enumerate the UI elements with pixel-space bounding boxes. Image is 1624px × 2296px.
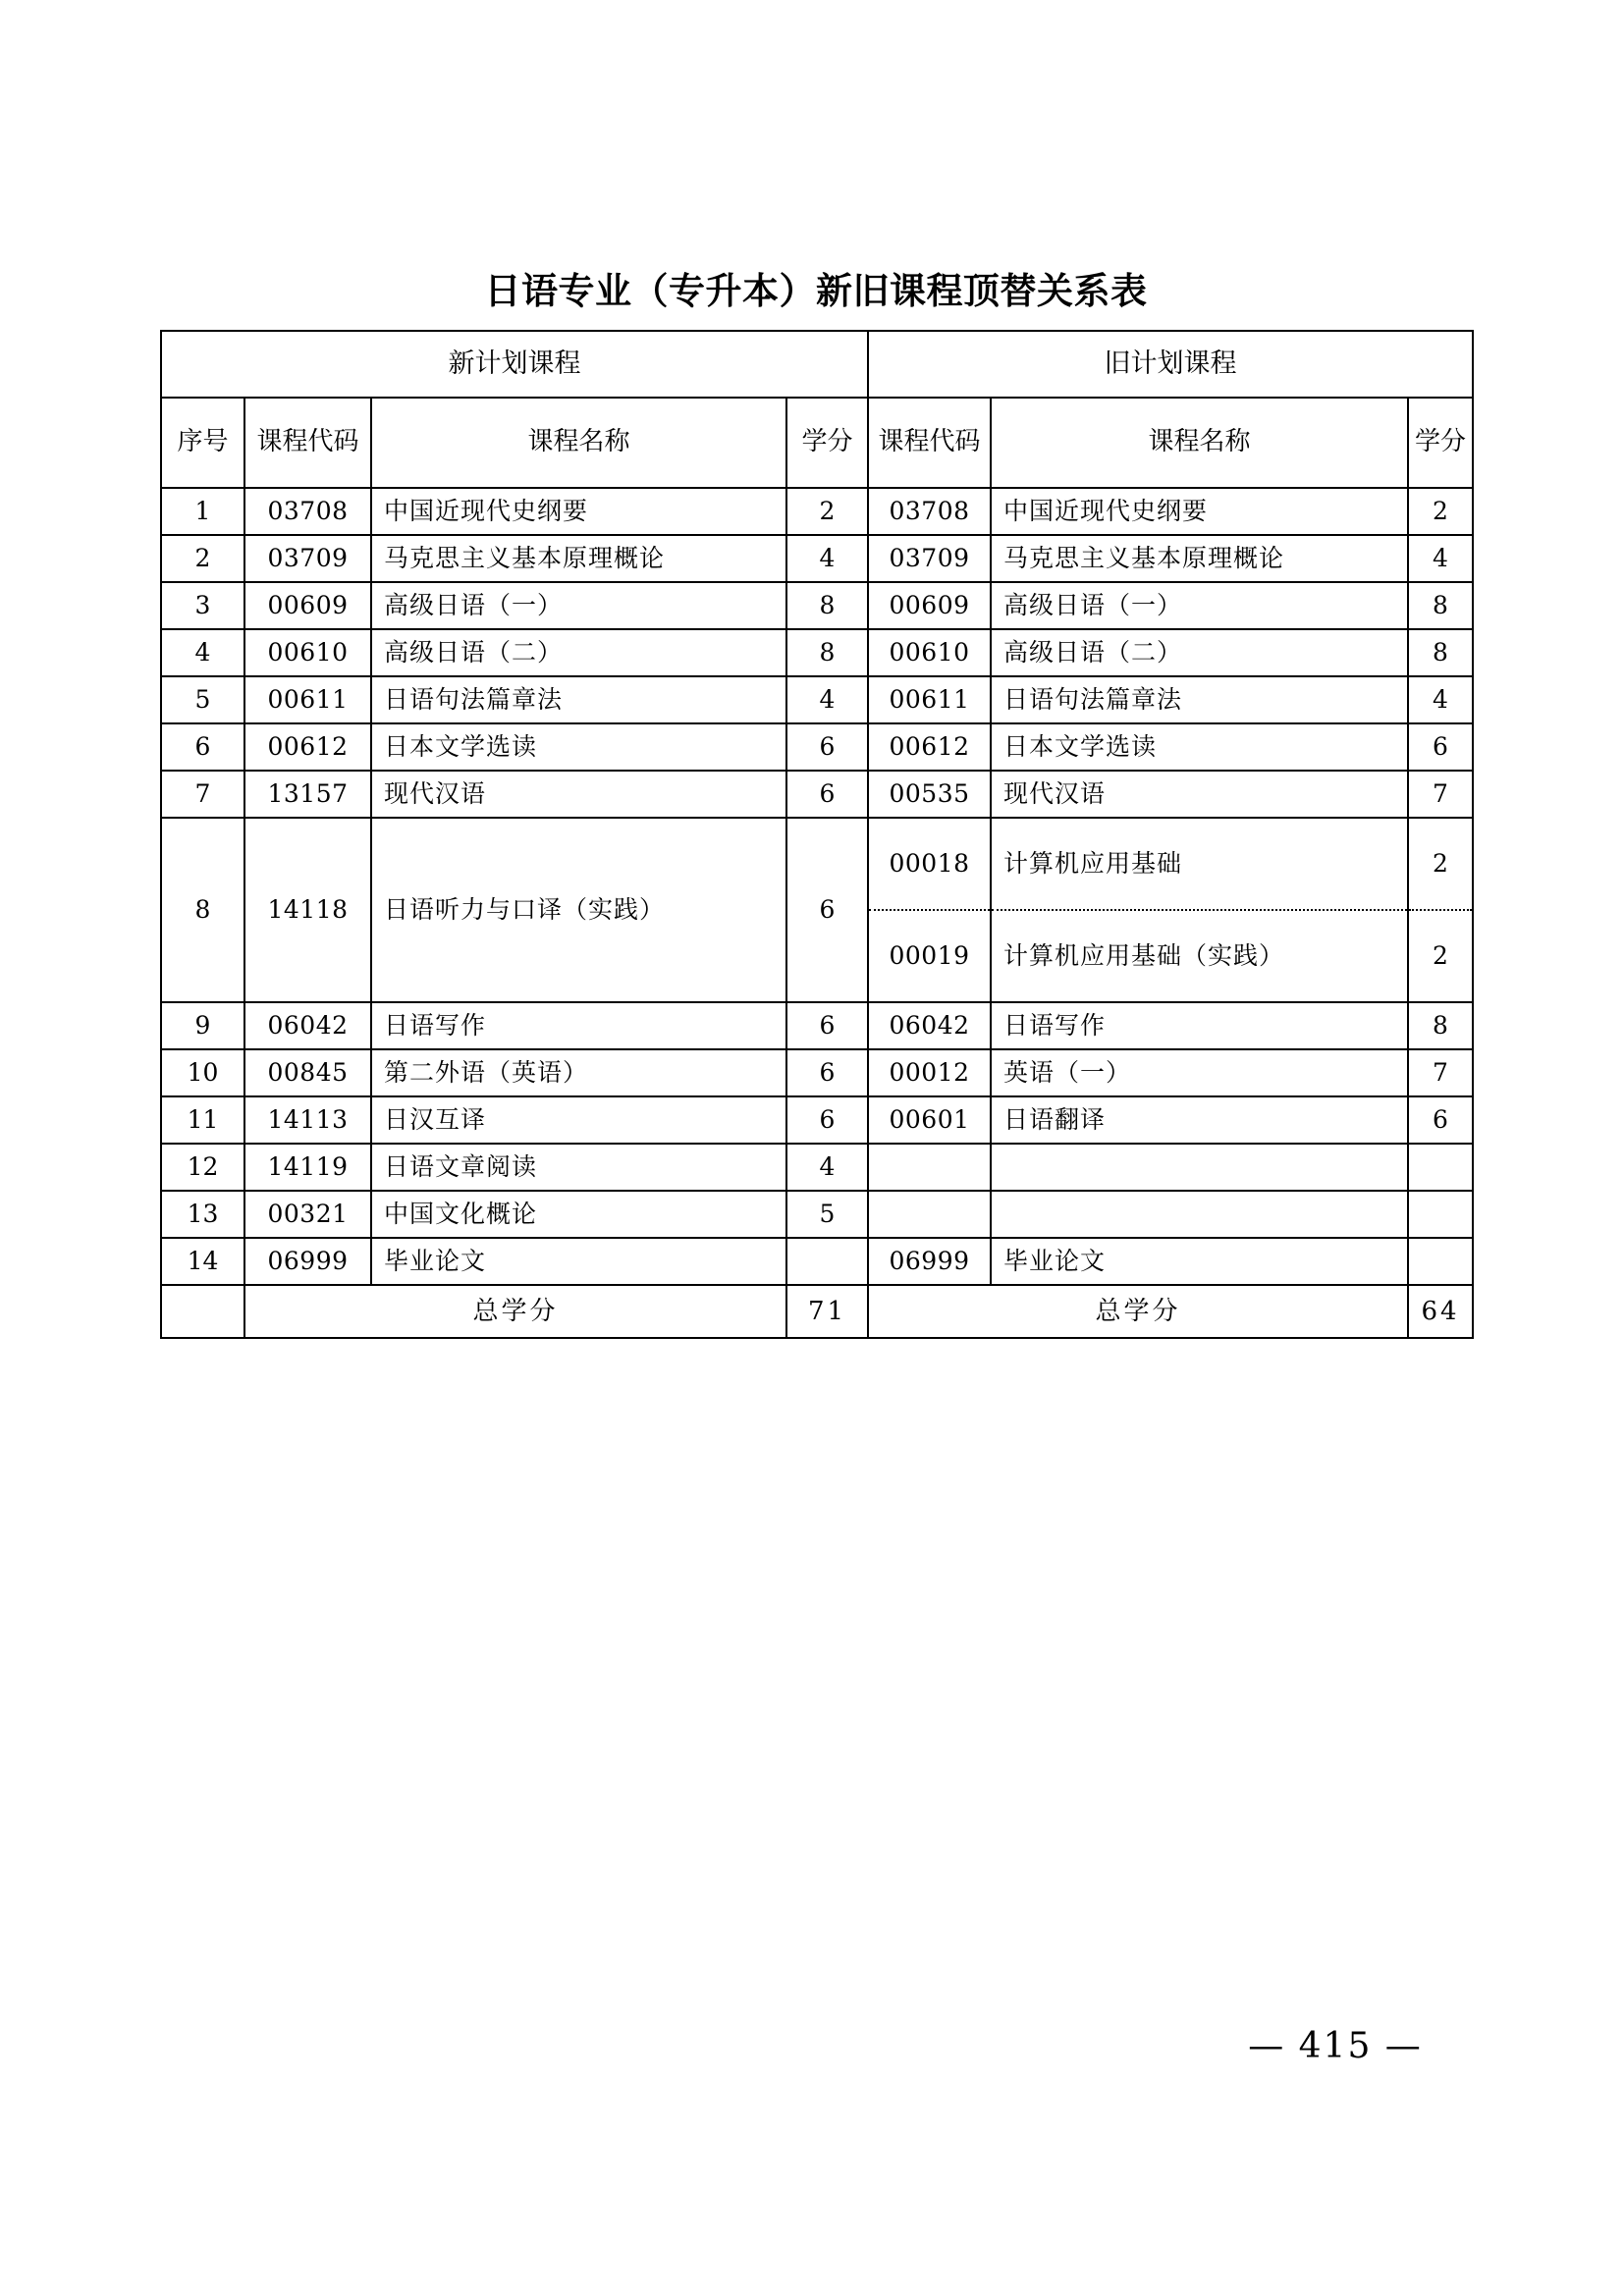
- cell-seq: 3: [161, 582, 244, 629]
- table-row: [161, 771, 1473, 818]
- cell-old-name: [991, 1191, 1408, 1238]
- cell-seq: 9: [161, 1002, 244, 1049]
- cell-new-credit: 6: [786, 1096, 868, 1144]
- column-header-row: [161, 398, 1473, 488]
- cell-old-code: [868, 1191, 991, 1238]
- column-header-new-name: 课程名称: [371, 398, 786, 488]
- table-row: [161, 1144, 1473, 1191]
- cell-new-credit: 2: [786, 488, 868, 535]
- cell-old-name: 毕业论文: [991, 1238, 1408, 1285]
- table-row: [161, 1096, 1473, 1144]
- cell-new-code: 00611: [244, 676, 371, 723]
- cell-old-code: 00612: [868, 723, 991, 771]
- cell-new-code: 14118: [244, 818, 371, 1002]
- cell-new-code: 00612: [244, 723, 371, 771]
- course-substitution-table: [160, 330, 1474, 1339]
- cell-new-name: 中国近现代史纲要: [371, 488, 786, 535]
- cell-new-credit: 4: [786, 1144, 868, 1191]
- cell-total-seq: [161, 1285, 244, 1338]
- cell-old-credit: 8: [1408, 582, 1473, 629]
- table-row: [161, 629, 1473, 676]
- cell-seq: 12: [161, 1144, 244, 1191]
- cell-new-credit: 4: [786, 676, 868, 723]
- cell-new-code: 03709: [244, 535, 371, 582]
- cell-old-credit: 6: [1408, 1096, 1473, 1144]
- cell-old-credit: 7: [1408, 771, 1473, 818]
- cell-old-credit: 8: [1408, 1002, 1473, 1049]
- table-row: [161, 582, 1473, 629]
- cell-old-name: 日本文学选读: [991, 723, 1408, 771]
- cell-old-code: 06999: [868, 1238, 991, 1285]
- cell-new-code: 14113: [244, 1096, 371, 1144]
- cell-new-code: 00610: [244, 629, 371, 676]
- column-header-old-credit: 学分: [1408, 398, 1473, 488]
- cell-new-name: 马克思主义基本原理概论: [371, 535, 786, 582]
- cell-seq: 11: [161, 1096, 244, 1144]
- cell-new-name: 日本文学选读: [371, 723, 786, 771]
- label-total-new: 总学分: [244, 1285, 786, 1338]
- cell-new-name: 日语听力与口译（实践）: [371, 818, 786, 1002]
- cell-seq: 14: [161, 1238, 244, 1285]
- cell-seq: 2: [161, 535, 244, 582]
- column-header-old-code: 课程代码: [868, 398, 991, 488]
- cell-old-name: 马克思主义基本原理概论: [991, 535, 1408, 582]
- cell-old-code: 00535: [868, 771, 991, 818]
- cell-new-name: 中国文化概论: [371, 1191, 786, 1238]
- cell-total-new-credits: 71: [786, 1285, 868, 1338]
- cell-old-credit: 2: [1408, 488, 1473, 535]
- cell-old-code: 06042: [868, 1002, 991, 1049]
- cell-seq: 7: [161, 771, 244, 818]
- cell-old-credit: 4: [1408, 535, 1473, 582]
- cell-new-name: 高级日语（二）: [371, 629, 786, 676]
- section-header-row: [161, 331, 1473, 398]
- table-row: [161, 488, 1473, 535]
- cell-new-name: 毕业论文: [371, 1238, 786, 1285]
- cell-old-credit: 7: [1408, 1049, 1473, 1096]
- cell-old-code: 00609: [868, 582, 991, 629]
- label-total-old: 总学分: [868, 1285, 1408, 1338]
- cell-old-credit: 6: [1408, 723, 1473, 771]
- cell-new-name: 日语文章阅读: [371, 1144, 786, 1191]
- cell-old-name: 计算机应用基础: [991, 818, 1408, 910]
- cell-new-code: 06999: [244, 1238, 371, 1285]
- cell-new-name: 第二外语（英语）: [371, 1049, 786, 1096]
- table-row: [161, 676, 1473, 723]
- table-row: [161, 1002, 1473, 1049]
- cell-new-code: 06042: [244, 1002, 371, 1049]
- column-header-new-credit: 学分: [786, 398, 868, 488]
- cell-old-name: 日语翻译: [991, 1096, 1408, 1144]
- cell-new-credit: [786, 1238, 868, 1285]
- cell-new-credit: 6: [786, 818, 868, 1002]
- section-header-old-plan: 旧计划课程: [868, 331, 1473, 398]
- cell-old-code: 03709: [868, 535, 991, 582]
- cell-seq: 13: [161, 1191, 244, 1238]
- page-title: 日语专业（专升本）新旧课程顶替关系表: [484, 269, 1148, 312]
- cell-new-name: 现代汉语: [371, 771, 786, 818]
- cell-old-credit: [1408, 1144, 1473, 1191]
- cell-old-credit: 2: [1408, 910, 1473, 1002]
- total-row: [161, 1285, 1473, 1338]
- cell-new-code: 00845: [244, 1049, 371, 1096]
- cell-new-credit: 6: [786, 1049, 868, 1096]
- page-number: — 415 —: [1248, 2026, 1423, 2066]
- cell-old-credit: 4: [1408, 676, 1473, 723]
- cell-new-credit: 8: [786, 629, 868, 676]
- table-row: [161, 1191, 1473, 1238]
- cell-new-credit: 6: [786, 723, 868, 771]
- cell-old-name: 日语句法篇章法: [991, 676, 1408, 723]
- column-header-new-code: 课程代码: [244, 398, 371, 488]
- cell-old-code: 03708: [868, 488, 991, 535]
- cell-new-credit: 6: [786, 771, 868, 818]
- cell-old-credit: 2: [1408, 818, 1473, 910]
- cell-old-name: 日语写作: [991, 1002, 1408, 1049]
- cell-old-name: 高级日语（二）: [991, 629, 1408, 676]
- cell-old-name: 现代汉语: [991, 771, 1408, 818]
- cell-seq: 5: [161, 676, 244, 723]
- column-header-old-name: 课程名称: [991, 398, 1408, 488]
- cell-old-name: [991, 1144, 1408, 1191]
- cell-seq: 1: [161, 488, 244, 535]
- cell-new-code: 00609: [244, 582, 371, 629]
- cell-old-code: [868, 1144, 991, 1191]
- cell-seq: 4: [161, 629, 244, 676]
- cell-new-name: 高级日语（一）: [371, 582, 786, 629]
- cell-old-credit: 8: [1408, 629, 1473, 676]
- column-header-seq: 序号: [161, 398, 244, 488]
- cell-new-code: 14119: [244, 1144, 371, 1191]
- cell-seq: 10: [161, 1049, 244, 1096]
- cell-new-code: 00321: [244, 1191, 371, 1238]
- section-header-new-plan: 新计划课程: [161, 331, 868, 398]
- table-row: [161, 1238, 1473, 1285]
- table-row: [161, 818, 1473, 910]
- cell-new-credit: 8: [786, 582, 868, 629]
- cell-new-credit: 6: [786, 1002, 868, 1049]
- cell-old-credit: [1408, 1238, 1473, 1285]
- cell-old-code: 00610: [868, 629, 991, 676]
- cell-old-code: 00611: [868, 676, 991, 723]
- table-row: [161, 1049, 1473, 1096]
- table-row: [161, 535, 1473, 582]
- cell-old-credit: [1408, 1191, 1473, 1238]
- cell-old-name: 高级日语（一）: [991, 582, 1408, 629]
- cell-old-name: 中国近现代史纲要: [991, 488, 1408, 535]
- cell-new-code: 03708: [244, 488, 371, 535]
- cell-seq: 6: [161, 723, 244, 771]
- cell-old-code: 00601: [868, 1096, 991, 1144]
- cell-old-code: 00018: [868, 818, 991, 910]
- cell-seq: 8: [161, 818, 244, 1002]
- cell-old-code: 00019: [868, 910, 991, 1002]
- cell-new-code: 13157: [244, 771, 371, 818]
- cell-new-name: 日语写作: [371, 1002, 786, 1049]
- cell-old-code: 00012: [868, 1049, 991, 1096]
- cell-new-credit: 5: [786, 1191, 868, 1238]
- table-row: [161, 723, 1473, 771]
- cell-total-old-credits: 64: [1408, 1285, 1473, 1338]
- cell-new-name: 日语句法篇章法: [371, 676, 786, 723]
- cell-old-name: 计算机应用基础（实践）: [991, 910, 1408, 1002]
- cell-new-credit: 4: [786, 535, 868, 582]
- cell-new-name: 日汉互译: [371, 1096, 786, 1144]
- cell-old-name: 英语（一）: [991, 1049, 1408, 1096]
